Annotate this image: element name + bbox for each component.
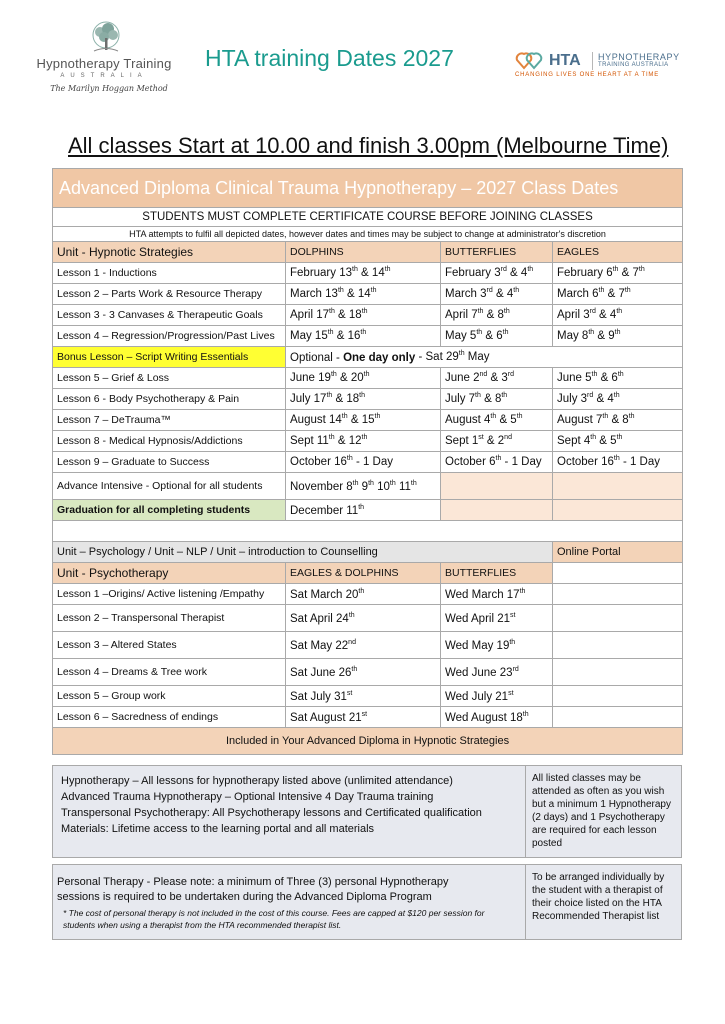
- logo-line1: HYPNOTHERAPY: [598, 52, 680, 62]
- notice-subtext: HTA attempts to fulfil all depicted dates, however dates and times may be subject to change at administrator's discretion: [53, 227, 683, 242]
- logo-divider: [592, 52, 593, 70]
- date-eagles: August 7th & 8th: [553, 410, 683, 431]
- personal-therapy-note: * The cost of personal therapy is not included in the cost of this course. Fees are capped at $120 per session for students when using a therapist from the HTA recommended therapist list.: [63, 908, 485, 930]
- lesson-label: Lesson 6 – Sacredness of endings: [53, 707, 286, 728]
- date-eagles: February 6th & 7th: [553, 263, 683, 284]
- personal-therapy-text1: Personal Therapy - Please note: a minimum of Three (3) personal Hypnotherapy: [57, 876, 449, 888]
- date-butterflies: May 5th & 6th: [441, 326, 553, 347]
- date-eagles-dolphins: Sat April 24th: [286, 605, 441, 632]
- lesson-label: Lesson 3 – Altered States: [53, 632, 286, 659]
- date-butterflies: Wed August 18th: [441, 707, 553, 728]
- table-row: [53, 707, 683, 728]
- table-row: [53, 284, 683, 305]
- included-title: Included in Your Advanced Diploma in Hypnotic Strategies: [53, 728, 683, 755]
- date-butterflies: Wed April 21st: [441, 605, 553, 632]
- lesson-label: Lesson 4 – Dreams & Tree work: [53, 659, 286, 686]
- date-dolphins: June 19th & 20th: [286, 368, 441, 389]
- online-portal-label: Online Portal: [553, 542, 683, 563]
- spacer-row: [53, 521, 683, 542]
- heart-icon: [515, 50, 545, 70]
- col-eagles-dolphins: EAGLES & DOLPHINS: [286, 563, 441, 584]
- included-box: [52, 765, 682, 858]
- col-eagles: EAGLES: [553, 242, 683, 263]
- empty-cell: [553, 605, 683, 632]
- date-butterflies: July 7th & 8th: [441, 389, 553, 410]
- table-row: [53, 263, 683, 284]
- date-dolphins: February 13th & 14th: [286, 263, 441, 284]
- date-butterflies: March 3rd & 4th: [441, 284, 553, 305]
- lesson-label: Lesson 4 – Regression/Progression/Past Lives: [53, 326, 286, 347]
- table-row: [53, 410, 683, 431]
- date-eagles: October 16th - 1 Day: [553, 452, 683, 473]
- box-divider: [525, 766, 526, 857]
- lesson-label: Lesson 2 – Transpersonal Therapist: [53, 605, 286, 632]
- date-dolphins: July 17th & 18th: [286, 389, 441, 410]
- date-butterflies: April 7th & 8th: [441, 305, 553, 326]
- date-dolphins: Sept 11th & 12th: [286, 431, 441, 452]
- date-dolphins: April 17th & 18th: [286, 305, 441, 326]
- unit1-header: Unit - Hypnotic Strategies: [53, 242, 286, 263]
- table-row: [53, 632, 683, 659]
- table-row: [53, 452, 683, 473]
- date-eagles: Sept 4th & 5th: [553, 431, 683, 452]
- date-dolphins: August 14th & 15th: [286, 410, 441, 431]
- diploma-banner: Advanced Diploma Clinical Trauma Hypnotherapy – 2027 Class Dates: [53, 169, 683, 208]
- notice-heading: STUDENTS MUST COMPLETE CERTIFICATE COURSE BEFORE JOINING CLASSES: [53, 208, 683, 227]
- lesson-label: Lesson 1 - Inductions: [53, 263, 286, 284]
- table-row: [53, 305, 683, 326]
- date-eagles: July 3rd & 4th: [553, 389, 683, 410]
- lesson-label: Lesson 3 - 3 Canvases & Therapeutic Goals: [53, 305, 286, 326]
- hta-logo-left: [24, 20, 184, 100]
- box-divider: [525, 865, 526, 939]
- table-row: [53, 659, 683, 686]
- empty-cell: [553, 500, 683, 521]
- date-butterflies: Wed May 19th: [441, 632, 553, 659]
- table-row: [53, 368, 683, 389]
- date-eagles: March 6th & 7th: [553, 284, 683, 305]
- unit2-title: Unit – Psychology / Unit – NLP / Unit – introduction to Counselling: [53, 542, 553, 563]
- hta-logo-right: [515, 48, 705, 88]
- empty-cell: [553, 563, 683, 584]
- table-row: [53, 584, 683, 605]
- lesson-label: Lesson 2 – Parts Work & Resource Therapy: [53, 284, 286, 305]
- included-item: Hypnotherapy – All lessons for hypnotherapy listed above (unlimited attendance): [61, 775, 453, 787]
- unit2-header: Unit - Psychotherapy: [53, 563, 286, 584]
- included-item: Advanced Trauma Hypnotherapy – Optional Intensive 4 Day Trauma training: [61, 791, 434, 803]
- logo-tagline-right: CHANGING LIVES ONE HEART AT A TIME: [515, 72, 660, 78]
- empty-cell: [441, 473, 553, 500]
- table-row: [53, 686, 683, 707]
- date-butterflies: Wed June 23rd: [441, 659, 553, 686]
- date-butterflies: June 2nd & 3rd: [441, 368, 553, 389]
- unit1-header-row: [53, 242, 683, 263]
- page-title: HTA training Dates 2027: [205, 45, 454, 71]
- date-eagles: April 3rd & 4th: [553, 305, 683, 326]
- date-butterflies: Wed March 17th: [441, 584, 553, 605]
- lesson-label: Lesson 7 – DeTrauma™: [53, 410, 286, 431]
- date-butterflies: August 4th & 5th: [441, 410, 553, 431]
- empty-cell: [553, 659, 683, 686]
- date-eagles: May 8th & 9th: [553, 326, 683, 347]
- date-eagles-dolphins: Sat March 20th: [286, 584, 441, 605]
- table-row: [53, 389, 683, 410]
- lesson-label: Lesson 5 – Group work: [53, 686, 286, 707]
- lesson-label: Lesson 6 - Body Psychotherapy & Pain: [53, 389, 286, 410]
- date-eagles-dolphins: Sat May 22nd: [286, 632, 441, 659]
- intensive-row: [53, 473, 683, 500]
- logo-sub: AUSTRALIA: [60, 73, 148, 79]
- logo-tagline: The Marilyn Hoggan Method: [50, 84, 168, 93]
- included-item: Materials: Lifetime access to the learning portal and all materials: [61, 823, 375, 835]
- date-butterflies: Wed July 21st: [441, 686, 553, 707]
- graduation-row: [53, 500, 683, 521]
- date-butterflies: October 6th - 1 Day: [441, 452, 553, 473]
- class-dates-table: [52, 168, 683, 755]
- lesson-label: Lesson 1 –Origins/ Active listening /Empathy: [53, 584, 286, 605]
- empty-cell: [553, 707, 683, 728]
- bonus-label: Bonus Lesson – Script Writing Essentials: [53, 347, 286, 368]
- empty-cell: [553, 473, 683, 500]
- logo-acronym: HTA: [549, 52, 581, 69]
- date-dolphins: October 16th - 1 Day: [286, 452, 441, 473]
- intensive-date: November 8th 9th 10th 11th: [286, 473, 441, 500]
- date-eagles-dolphins: Sat June 26th: [286, 659, 441, 686]
- included-item: Transpersonal Psychotherapy: All Psychotherapy lessons and Certificated qualification: [61, 807, 482, 819]
- date-butterflies: February 3rd & 4th: [441, 263, 553, 284]
- table-row: [53, 431, 683, 452]
- logo-name: Hypnotherapy Training: [36, 56, 172, 71]
- tree-icon: [86, 20, 126, 58]
- col-dolphins: DOLPHINS: [286, 242, 441, 263]
- date-dolphins: May 15th & 16th: [286, 326, 441, 347]
- graduation-date: December 11th: [286, 500, 441, 521]
- personal-therapy-text2: sessions is required to be undertaken during the Advanced Diploma Program: [57, 891, 432, 903]
- logo-line2: TRAINING AUSTRALIA: [598, 62, 669, 68]
- bonus-row: [53, 347, 683, 368]
- col-butterflies: BUTTERFLIES: [441, 242, 553, 263]
- empty-cell: [553, 686, 683, 707]
- lesson-label: Lesson 5 – Grief & Loss: [53, 368, 286, 389]
- unit2-title-row: [53, 542, 683, 563]
- date-eagles-dolphins: Sat July 31st: [286, 686, 441, 707]
- empty-cell: [441, 500, 553, 521]
- class-times-heading: All classes Start at 10.00 and finish 3.00pm (Melbourne Time): [68, 133, 669, 158]
- date-butterflies: Sept 1st & 2nd: [441, 431, 553, 452]
- personal-therapy-box: [52, 864, 682, 940]
- graduation-label: Graduation for all completing students: [53, 500, 286, 521]
- included-side-note: All listed classes may be attended as often as you wish but a minimum 1 Hypnotherapy (2 days) and 1 Psychotherapy are required for each lesson posted: [532, 773, 671, 849]
- unit2-header-row: [53, 563, 683, 584]
- date-dolphins: March 13th & 14th: [286, 284, 441, 305]
- empty-cell: [553, 584, 683, 605]
- lesson-label: Lesson 9 – Graduate to Success: [53, 452, 286, 473]
- col-butterflies-2: BUTTERFLIES: [441, 563, 553, 584]
- date-eagles-dolphins: Sat August 21st: [286, 707, 441, 728]
- table-row: [53, 605, 683, 632]
- empty-cell: [553, 632, 683, 659]
- date-eagles: June 5th & 6th: [553, 368, 683, 389]
- lesson-label: Lesson 8 - Medical Hypnosis/Addictions: [53, 431, 286, 452]
- personal-therapy-side-note: To be arranged individually by the student with a therapist of their choice listed on the HTA Recommended Therapist list: [532, 872, 665, 922]
- table-row: [53, 326, 683, 347]
- bonus-details: Optional - One day only - Sat 29th May: [286, 347, 683, 368]
- intensive-label: Advance Intensive - Optional for all students: [53, 473, 286, 500]
